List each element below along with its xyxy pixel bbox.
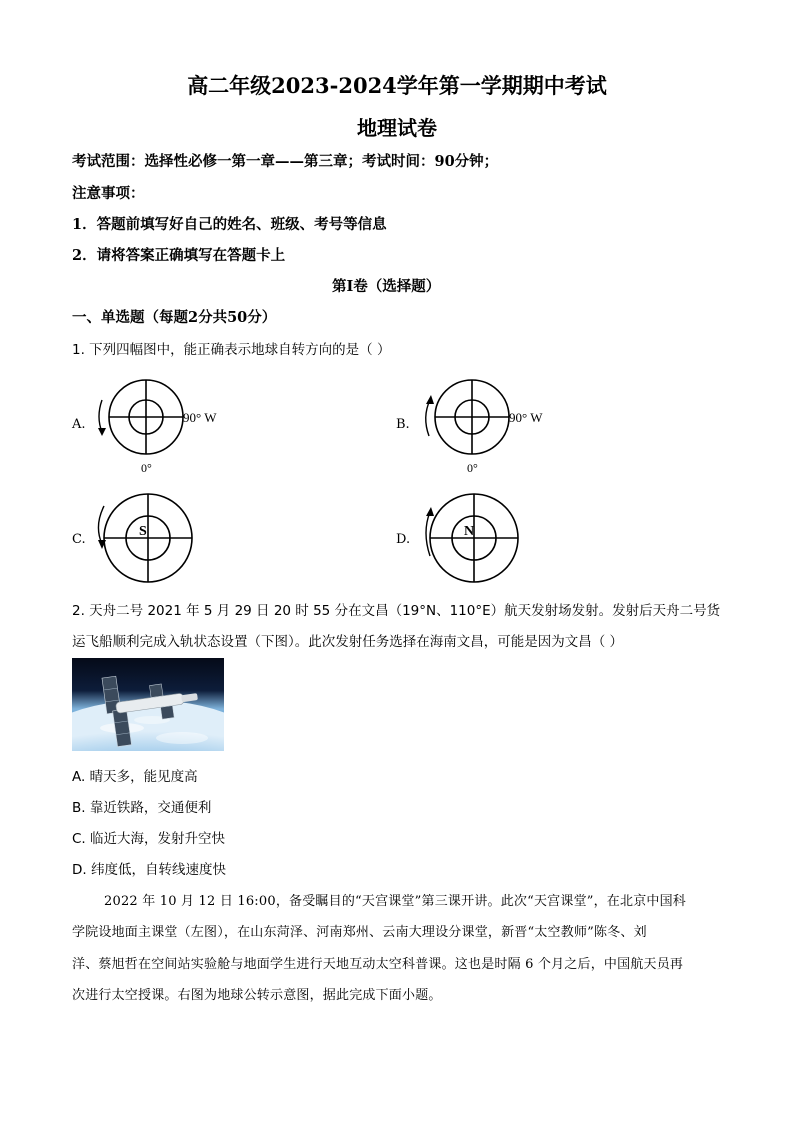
question-1-stem: 1. 下列四幅图中，能正确表示地球自转方向的是（ ） bbox=[72, 342, 391, 358]
q1-a-bottom-label: 0° bbox=[141, 461, 152, 475]
q1-option-b-diagram bbox=[418, 370, 558, 480]
q2-option-a: A. 晴天多，能见度高 bbox=[72, 769, 198, 785]
passage-line-3: 洋、蔡旭哲在空间站实验舱与地面学生进行天地互动太空科普课。这也是时隔 6 个月之后，中国航天员再 bbox=[72, 957, 684, 972]
exam-scope: 考试范围：选择性必修一第一章——第三章；考试时间：90分钟； bbox=[72, 153, 499, 170]
q1-c-pole-label: S bbox=[139, 524, 147, 539]
rotation-arrow-icon bbox=[99, 400, 102, 432]
exam-title: 高二年级2023-2024学年第一学期期中考试 bbox=[187, 73, 607, 98]
exam-subtitle: 地理试卷 bbox=[357, 116, 437, 140]
q1-option-d-label: D. bbox=[396, 532, 411, 547]
volume-heading: 第I卷（选择题） bbox=[332, 278, 441, 295]
q2-option-d: D. 纬度低，自转线速度快 bbox=[72, 862, 226, 878]
rotation-arrow-icon bbox=[98, 506, 104, 544]
q1-d-pole-label: N bbox=[464, 524, 475, 539]
rotation-arrow-icon bbox=[426, 400, 430, 436]
question-2-stem-line-1: 2. 天舟二号 2021 年 5 月 29 日 20 时 55 分在文昌（19°N、110°E）航天发射场发射。发射后天舟二号货 bbox=[72, 603, 721, 619]
q1-a-side-label: 90° W bbox=[183, 410, 217, 425]
q2-option-b: B. 靠近铁路，交通便利 bbox=[72, 800, 212, 816]
question-2-stem-line-2: 运飞船顺利完成入轨状态设置（下图）。此次发射任务选择在海南文昌，可能是因为文昌（ ） bbox=[72, 634, 624, 650]
q1-option-a-diagram bbox=[92, 370, 232, 480]
q1-option-c-diagram bbox=[92, 492, 202, 592]
part-heading: 一、单选题（每题2分共50分） bbox=[72, 309, 277, 326]
q2-option-c: C. 临近大海，发射升空快 bbox=[72, 831, 226, 847]
passage-line-2: 学院设地面主课堂（左图），在山东菏泽、河南郑州、云南大理设分课堂，新晋“太空教师”陈冬、刘 bbox=[72, 925, 647, 940]
notice-item-1: 1．答题前填写好自己的姓名、班级、考号等信息 bbox=[72, 216, 387, 233]
passage-line-1: 2022 年 10 月 12 日 16:00，备受瞩目的“天宫课堂”第三课开讲。此次“天宫课堂”，在北京中国科 bbox=[104, 894, 687, 909]
q1-b-bottom-label: 0° bbox=[467, 461, 478, 475]
q1-option-d-diagram bbox=[418, 492, 528, 592]
notice-heading: 注意事项： bbox=[72, 185, 145, 202]
passage-line-4: 次进行太空授课。右图为地球公转示意图，据此完成下面小题。 bbox=[72, 988, 442, 1003]
q1-option-c-label: C. bbox=[72, 532, 86, 547]
q1-option-b-label: B. bbox=[396, 417, 410, 432]
q1-b-side-label: 90° W bbox=[509, 410, 543, 425]
spacecraft-photo bbox=[72, 658, 224, 751]
q1-option-a-label: A. bbox=[72, 417, 86, 432]
notice-item-2: 2．请将答案正确填写在答题卡上 bbox=[72, 247, 286, 264]
